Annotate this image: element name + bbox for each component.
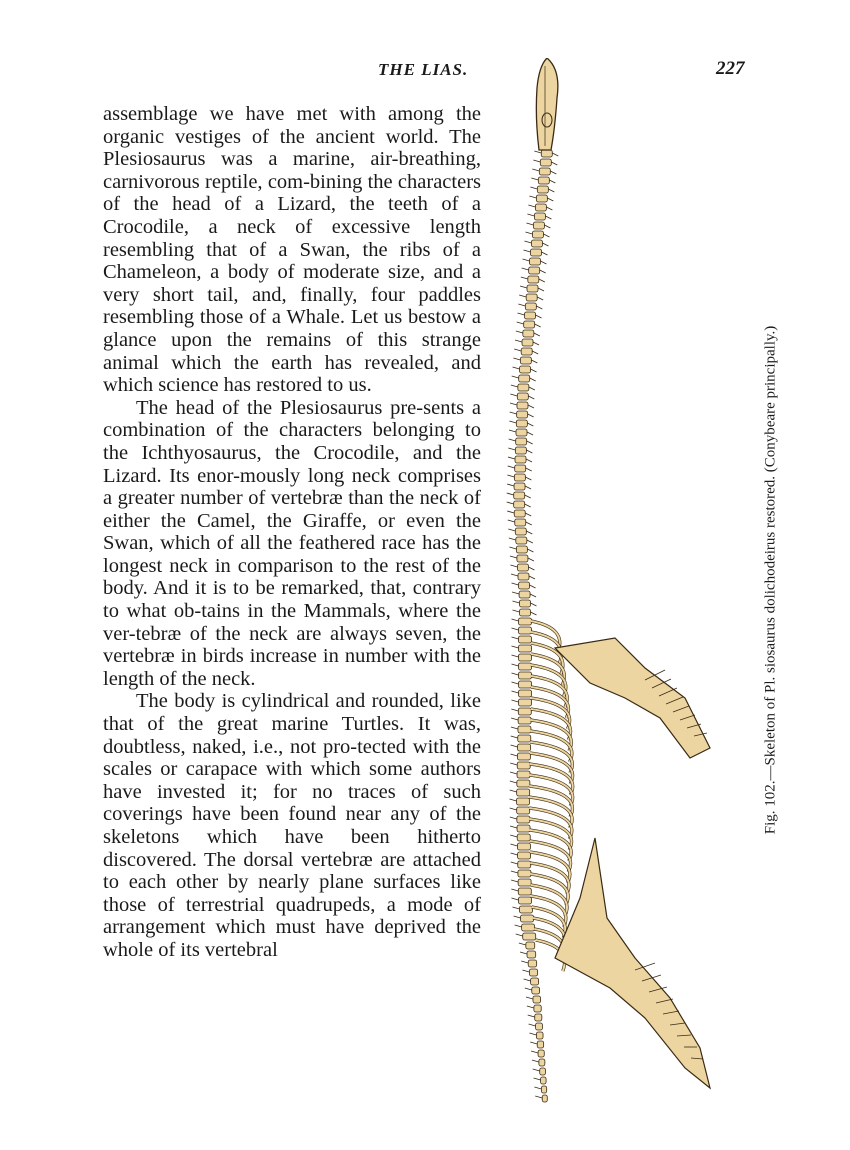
vertebra — [520, 357, 531, 364]
vertebra-process — [507, 475, 514, 477]
vertebra-process — [507, 511, 514, 513]
vertebra — [517, 393, 528, 400]
vertebra-process — [509, 547, 516, 549]
vertebra-process — [513, 601, 520, 603]
vertebra — [535, 204, 546, 211]
vertebra-process — [523, 250, 530, 252]
vertebra-process — [513, 367, 520, 369]
figure-caption: Fig. 102.—Skeleton of Pl. siosaurus dolichodeirus restored. (Conybeare principally.) — [762, 325, 779, 835]
vertebra-process — [509, 430, 516, 432]
vertebra — [514, 510, 525, 517]
vertebra — [520, 600, 531, 607]
vertebra — [516, 429, 527, 436]
vertebra-process — [522, 268, 529, 270]
vertebra — [517, 564, 528, 571]
vertebra — [518, 870, 531, 877]
vertebra-process — [508, 529, 515, 531]
vertebra-process — [511, 889, 518, 891]
vertebra — [518, 735, 531, 742]
vertebra — [532, 231, 543, 238]
cervical-rib — [525, 513, 531, 516]
vertebra — [523, 933, 536, 940]
vertebra — [518, 879, 531, 886]
vertebra — [541, 1077, 547, 1084]
vertebra-process — [514, 349, 521, 351]
vertebra-process — [526, 997, 533, 999]
cervical-rib — [548, 189, 554, 192]
vertebra — [538, 177, 549, 184]
vertebra-process — [534, 1087, 541, 1089]
vertebra-process — [511, 727, 518, 729]
vertebra-process — [512, 583, 519, 585]
vertebra-process — [522, 970, 529, 972]
vertebra — [542, 1095, 547, 1102]
vertebra — [519, 591, 530, 598]
vertebra-process — [520, 286, 527, 288]
vertebra-process — [511, 718, 518, 720]
cervical-rib — [528, 414, 534, 417]
cervical-rib — [526, 450, 532, 453]
vertebra — [531, 978, 539, 985]
vertebra — [519, 627, 532, 634]
cervical-rib — [527, 423, 533, 426]
vertebra-process — [508, 457, 515, 459]
vertebra — [541, 150, 552, 157]
cervical-rib — [540, 270, 546, 273]
vertebra-process — [510, 799, 517, 801]
vertebra-process — [509, 439, 516, 441]
vertebra-process — [507, 502, 514, 504]
cervical-rib — [552, 153, 558, 156]
cervical-rib — [531, 360, 537, 363]
vertebra-process — [510, 403, 517, 405]
vertebra — [518, 744, 531, 751]
cervical-rib — [541, 261, 547, 264]
vertebra-process — [510, 844, 517, 846]
vertebra — [525, 303, 536, 310]
vertebra — [534, 1005, 541, 1012]
skull-shape — [536, 58, 558, 150]
vertebra — [539, 168, 550, 175]
vertebra — [536, 1032, 543, 1039]
vertebra — [519, 690, 532, 697]
vertebra-process — [512, 376, 519, 378]
front-paddle — [555, 638, 710, 758]
vertebra — [532, 987, 540, 994]
cervical-rib — [541, 252, 547, 255]
cervical-rib — [530, 378, 536, 381]
vertebra-process — [510, 817, 517, 819]
cervical-rib — [545, 216, 551, 219]
vertebra — [517, 780, 530, 787]
vertebra — [514, 492, 525, 499]
cervical-rib — [534, 333, 540, 336]
vertebra-process — [525, 232, 532, 234]
vertebra-process — [528, 205, 535, 207]
vertebra-process — [512, 691, 519, 693]
cervical-rib — [525, 504, 531, 507]
vertebra-process — [516, 934, 523, 936]
vertebra — [526, 294, 537, 301]
cervical-rib — [526, 522, 532, 525]
vertebra-process — [517, 322, 524, 324]
vertebra — [517, 816, 530, 823]
cervical-rib — [526, 468, 532, 471]
vertebra — [515, 528, 526, 535]
vertebra-process — [534, 1078, 541, 1080]
vertebra — [517, 771, 530, 778]
vertebra — [517, 807, 530, 814]
vertebra-process — [516, 331, 523, 333]
rib-cage — [529, 621, 573, 971]
vertebra — [518, 852, 531, 859]
vertebral-column — [507, 150, 559, 1102]
vertebra-process — [513, 358, 520, 360]
vertebra — [520, 366, 531, 373]
cervical-rib — [537, 297, 543, 300]
cervical-rib — [536, 315, 542, 318]
vertebra-process — [510, 808, 517, 810]
cervical-rib — [550, 171, 556, 174]
vertebra-process — [511, 385, 518, 387]
vertebra — [519, 672, 532, 679]
vertebra-process — [519, 295, 526, 297]
vertebra — [533, 222, 544, 229]
body-text — [103, 103, 481, 962]
vertebra — [518, 699, 531, 706]
vertebra — [522, 924, 535, 931]
vertebra-process — [524, 979, 531, 981]
vertebra — [529, 267, 540, 274]
cervical-rib — [529, 387, 535, 390]
vertebra-process — [510, 826, 517, 828]
vertebra — [527, 951, 536, 958]
cervical-rib — [527, 441, 533, 444]
vertebra — [528, 960, 536, 967]
vertebra — [516, 546, 527, 553]
vertebra — [518, 897, 531, 904]
vertebra-process — [520, 952, 527, 954]
vertebra — [518, 573, 529, 580]
vertebra — [519, 663, 532, 670]
vertebra-process — [521, 277, 528, 279]
vertebra-process — [510, 781, 517, 783]
vertebra — [519, 645, 532, 652]
vertebra — [514, 483, 525, 490]
vertebra-process — [526, 223, 533, 225]
vertebra — [514, 474, 525, 481]
vertebra-process — [507, 493, 514, 495]
cervical-rib — [535, 324, 541, 327]
vertebra — [514, 501, 525, 508]
vertebra — [517, 798, 530, 805]
paragraph-2: The head of the Plesiosaurus pre-sents a combination of the characters belonging to the Ichthyosaurus, the Crocodile, and the Lizard. Its enor-mously long neck comprises a greater number of vertebræ than the neck of either the Camel, the Giraffe, or even the Swan, which of all the feathered race has the longest neck in comparison to the rest of the body. And it is to be remarked, that, contrary to what ob-tains in the Mammals, where the ver-tebræ of the neck are always seven, the vertebræ in birds increase in number with the length of the neck. — [103, 396, 481, 690]
vertebra-process — [535, 1096, 542, 1098]
cervical-rib — [532, 351, 538, 354]
vertebra — [519, 636, 532, 643]
vertebra — [517, 411, 528, 418]
vertebra-process — [511, 871, 518, 873]
vertebra-process — [510, 763, 517, 765]
vertebra-process — [525, 988, 532, 990]
cervical-rib — [525, 477, 531, 480]
vertebra-process — [529, 196, 536, 198]
vertebra-process — [511, 700, 518, 702]
skull — [536, 58, 558, 150]
vertebra — [517, 834, 530, 841]
vertebra — [525, 312, 536, 319]
cervical-rib — [533, 342, 539, 345]
vertebra-process — [511, 736, 518, 738]
cervical-rib — [544, 225, 550, 228]
vertebra-process — [518, 313, 525, 315]
running-head: THE LIAS. — [378, 60, 469, 79]
cervical-rib — [539, 279, 545, 282]
vertebra-process — [508, 466, 515, 468]
vertebra — [515, 456, 526, 463]
cervical-rib — [546, 207, 552, 210]
vertebra-process — [533, 1069, 540, 1071]
vertebra-process — [515, 340, 522, 342]
vertebra — [536, 1023, 543, 1030]
vertebra-process — [532, 169, 539, 171]
vertebra-process — [512, 592, 519, 594]
vertebra — [541, 1086, 546, 1093]
vertebra-process — [530, 1042, 537, 1044]
paragraph-3: The body is cylindrical and rounded, like that of the great marine Turtles. It was, doubtless, naked, i.e., not pro-tected with the scales or carapace with which some authors have invested it; for no traces of such coverings have been found near any of the skeletons which have been hitherto discovered. The dorsal vertebræ are attached to each other by nearly plane surfaces like those of terrestrial quadrupeds, a mode of arrangement which must have deprived the whole of its vertebral — [103, 690, 481, 961]
vertebra — [515, 465, 526, 472]
cervical-rib — [549, 180, 555, 183]
vertebra-process — [512, 664, 519, 666]
vertebra — [528, 276, 539, 283]
vertebra — [519, 618, 532, 625]
vertebra — [517, 753, 530, 760]
vertebra-process — [509, 421, 516, 423]
cervical-rib — [547, 198, 553, 201]
vertebra-process — [512, 907, 519, 909]
vertebra-process — [513, 610, 520, 612]
vertebra-process — [511, 574, 518, 576]
vertebra-process — [512, 682, 519, 684]
vertebra-process — [531, 1051, 538, 1053]
vertebra-process — [507, 484, 514, 486]
cervical-rib — [528, 396, 534, 399]
vertebra — [530, 258, 541, 265]
vertebra — [539, 1059, 545, 1066]
cervical-rib — [527, 540, 533, 543]
vertebra-process — [532, 1060, 539, 1062]
vertebra — [518, 708, 531, 715]
vertebra-process — [524, 241, 531, 243]
cervical-rib — [531, 612, 537, 615]
vertebra — [517, 555, 528, 562]
cervical-rib — [536, 306, 542, 309]
cervical-rib — [528, 405, 534, 408]
vertebra — [537, 186, 548, 193]
vertebra — [530, 249, 541, 256]
cervical-rib — [531, 603, 537, 606]
vertebra — [540, 159, 551, 166]
vertebra-process — [510, 835, 517, 837]
cervical-rib — [527, 549, 533, 552]
vertebra-process — [515, 925, 522, 927]
vertebra-process — [508, 448, 515, 450]
vertebra-process — [512, 628, 519, 630]
vertebra-process — [511, 898, 518, 900]
vertebra — [527, 285, 538, 292]
vertebra — [519, 582, 530, 589]
vertebra — [519, 375, 530, 382]
vertebra — [521, 915, 534, 922]
vertebra-process — [521, 961, 528, 963]
vertebra-process — [512, 637, 519, 639]
cervical-rib — [526, 531, 532, 534]
vertebra-process — [510, 754, 517, 756]
vertebra — [540, 1068, 546, 1075]
vertebra-process — [528, 1015, 535, 1017]
vertebra-process — [512, 619, 519, 621]
vertebra — [524, 321, 535, 328]
cervical-rib — [526, 459, 532, 462]
cervical-rib — [530, 585, 536, 588]
vertebra-process — [512, 673, 519, 675]
vertebra-process — [518, 304, 525, 306]
cervical-rib — [527, 432, 533, 435]
vertebra-process — [510, 394, 517, 396]
vertebra-process — [529, 1033, 536, 1035]
vertebra-process — [508, 520, 515, 522]
vertebra-process — [510, 772, 517, 774]
vertebra-process — [511, 745, 518, 747]
vertebra-process — [509, 538, 516, 540]
vertebra-process — [511, 880, 518, 882]
vertebra — [516, 420, 527, 427]
vertebra — [518, 888, 531, 895]
vertebra — [518, 717, 531, 724]
cervical-rib — [528, 567, 534, 570]
cervical-rib — [543, 234, 549, 237]
rear-paddle — [555, 838, 710, 1088]
vertebra — [518, 726, 531, 733]
paddles — [555, 638, 710, 1088]
vertebra — [537, 1041, 543, 1048]
vertebra — [517, 843, 530, 850]
vertebra-process — [533, 160, 540, 162]
vertebra — [522, 339, 533, 346]
vertebra-process — [527, 1006, 534, 1008]
vertebra-process — [510, 556, 517, 558]
vertebra-process — [512, 655, 519, 657]
vertebra-process — [510, 565, 517, 567]
cervical-rib — [542, 243, 548, 246]
vertebra-process — [510, 790, 517, 792]
vertebra — [531, 240, 542, 247]
vertebra — [517, 825, 530, 832]
cervical-rib — [551, 162, 557, 165]
cervical-rib — [525, 486, 531, 489]
vertebra — [529, 969, 537, 976]
vertebra-process — [512, 646, 519, 648]
vertebra-process — [511, 853, 518, 855]
vertebra-process — [527, 214, 534, 216]
vertebra — [517, 789, 530, 796]
vertebra-process — [510, 412, 517, 414]
vertebra — [533, 996, 541, 1003]
vertebra-process — [531, 178, 538, 180]
vertebra — [534, 213, 545, 220]
vertebra-process — [519, 943, 526, 945]
cervical-rib — [528, 558, 534, 561]
vertebra — [515, 519, 526, 526]
cervical-rib — [529, 576, 535, 579]
plesiosaurus-skeleton-illustration — [495, 58, 735, 1108]
vertebra — [515, 447, 526, 454]
vertebra — [520, 609, 531, 616]
vertebra-process — [514, 916, 521, 918]
vertebra — [538, 1050, 544, 1057]
cervical-rib — [525, 495, 531, 498]
cervical-rib — [538, 288, 544, 291]
vertebra-process — [511, 709, 518, 711]
vertebra-process — [529, 1024, 536, 1026]
vertebra-process — [523, 259, 530, 261]
vertebra — [523, 330, 534, 337]
vertebra — [526, 942, 535, 949]
vertebra — [535, 1014, 542, 1021]
page-number: 227 — [716, 58, 745, 79]
paragraph-1: assemblage we have met with among the organic vestiges of the ancient world. The Plesiosaurus was a marine, air-breathing, carnivorous reptile, com-bining the characters of the head of a Lizard, the teeth of a Crocodile, a neck of excessive length resembling that of a Swan, the ribs of a Chameleon, a body of moderate size, and a very short tail, and, finally, four paddles resembling those of a Whale. Let us bestow a glance upon the remains of this strange animal which the earth has revealed, and which science has restored to us. — [103, 103, 481, 397]
vertebra — [518, 861, 531, 868]
cervical-rib — [530, 594, 536, 597]
vertebra — [517, 402, 528, 409]
vertebra — [516, 438, 527, 445]
vertebra — [517, 762, 530, 769]
vertebra — [519, 654, 532, 661]
vertebra-process — [511, 862, 518, 864]
cervical-rib — [531, 369, 537, 372]
vertebra — [516, 537, 527, 544]
vertebra — [518, 384, 529, 391]
vertebra-process — [534, 151, 541, 153]
vertebra-process — [530, 187, 537, 189]
vertebra — [521, 348, 532, 355]
vertebra — [519, 906, 532, 913]
vertebra — [536, 195, 547, 202]
vertebra — [519, 681, 532, 688]
